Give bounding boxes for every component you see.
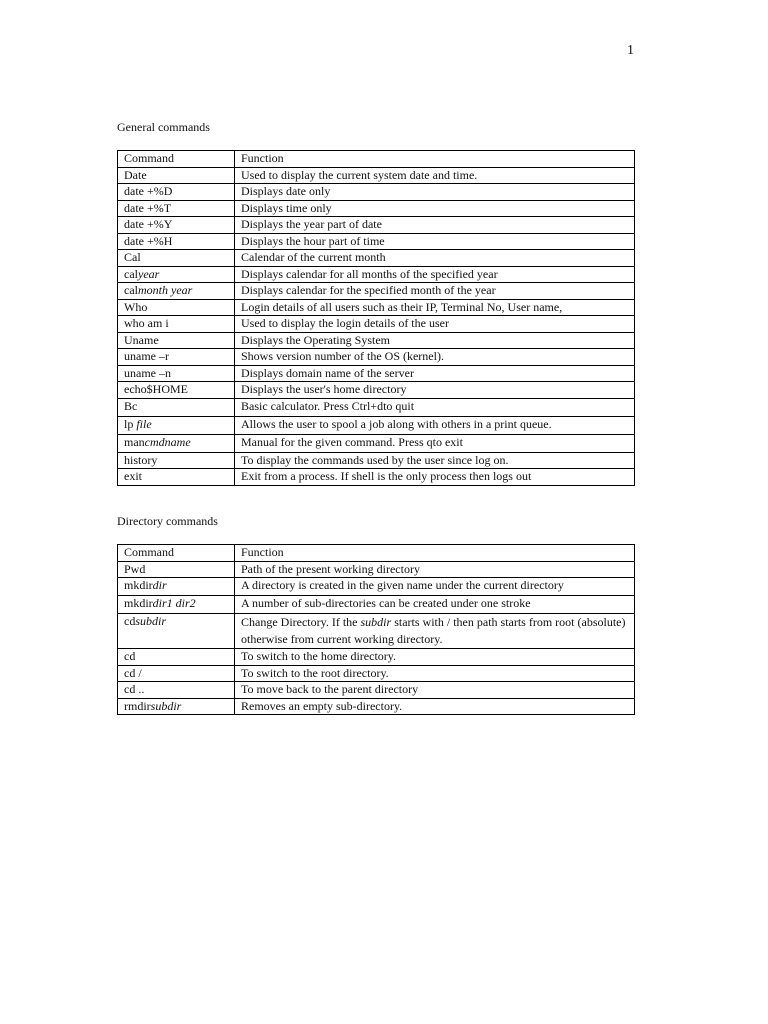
function-cell: Manual for the given command. Press qto exit xyxy=(235,434,635,452)
table-row xyxy=(118,349,635,366)
table-row xyxy=(118,578,635,596)
table-row xyxy=(118,250,635,267)
function-cell: To display the commands used by the user since log on. xyxy=(235,452,635,469)
general-commands-table xyxy=(117,150,635,486)
function-cell: Displays date only xyxy=(235,184,635,201)
command-cell: date +%T xyxy=(118,200,235,217)
command-cell: uname –n xyxy=(118,365,235,382)
page-number: 1 xyxy=(627,43,634,58)
command-cell: date +%D xyxy=(118,184,235,201)
function-cell: Exit from a process. If shell is the only process then logs out xyxy=(235,469,635,486)
function-cell: Allows the user to spool a job along with others in a print queue. xyxy=(235,416,635,434)
column-header-function: Function xyxy=(235,545,635,562)
directory-table-header-row xyxy=(118,545,635,562)
function-cell: Path of the present working directory xyxy=(235,561,635,578)
table-row xyxy=(118,434,635,452)
command-cell: uname –r xyxy=(118,349,235,366)
table-row xyxy=(118,217,635,234)
column-header-command: Command xyxy=(118,545,235,562)
column-header-command: Command xyxy=(118,151,235,168)
function-cell: Displays domain name of the server xyxy=(235,365,635,382)
table-row xyxy=(118,184,635,201)
command-cell: Uname xyxy=(118,332,235,349)
command-cell: history xyxy=(118,452,235,469)
table-row xyxy=(118,469,635,486)
command-cell: calyear xyxy=(118,266,235,283)
table-row xyxy=(118,283,635,300)
table-row xyxy=(118,649,635,666)
table-row xyxy=(118,316,635,333)
function-cell: Login details of all users such as their IP, Terminal No, User name, xyxy=(235,299,635,316)
command-cell: date +%Y xyxy=(118,217,235,234)
function-cell: Used to display the login details of the user xyxy=(235,316,635,333)
table-row xyxy=(118,614,635,649)
command-cell: who am i xyxy=(118,316,235,333)
table-row xyxy=(118,561,635,578)
table-row xyxy=(118,167,635,184)
function-cell: Displays the Operating System xyxy=(235,332,635,349)
function-cell: Shows version number of the OS (kernel). xyxy=(235,349,635,366)
function-cell: Displays the user's home directory xyxy=(235,382,635,399)
general-commands-heading: General commands xyxy=(117,120,210,134)
function-cell: Displays time only xyxy=(235,200,635,217)
command-cell: cd xyxy=(118,649,235,666)
command-cell: date +%H xyxy=(118,233,235,250)
function-cell: A number of sub-directories can be created under one stroke xyxy=(235,596,635,614)
command-cell: cdsubdir xyxy=(118,614,235,649)
command-cell: Bc xyxy=(118,398,235,416)
table-row xyxy=(118,365,635,382)
function-cell: A directory is created in the given name under the current directory xyxy=(235,578,635,596)
command-cell: Cal xyxy=(118,250,235,267)
table-row xyxy=(118,682,635,699)
command-cell: Pwd xyxy=(118,561,235,578)
function-cell: Removes an empty sub-directory. xyxy=(235,698,635,715)
command-cell: lp file xyxy=(118,416,235,434)
directory-commands-heading: Directory commands xyxy=(117,514,218,528)
table-row xyxy=(118,452,635,469)
function-cell: Displays the hour part of time xyxy=(235,233,635,250)
function-cell: Change Directory. If the subdir starts with / then path starts from root (absolute) otherwise from current working directory. xyxy=(235,614,635,649)
command-cell: cd .. xyxy=(118,682,235,699)
table-row xyxy=(118,416,635,434)
command-cell: calmonth year xyxy=(118,283,235,300)
function-cell: Displays calendar for all months of the specified year xyxy=(235,266,635,283)
table-row xyxy=(118,332,635,349)
command-cell: rmdirsubdir xyxy=(118,698,235,715)
general-table-header-row xyxy=(118,151,635,168)
directory-commands-table xyxy=(117,544,635,715)
table-row xyxy=(118,299,635,316)
command-cell: exit xyxy=(118,469,235,486)
function-cell: Basic calculator. Press Ctrl+dto quit xyxy=(235,398,635,416)
command-cell: mkdirdir xyxy=(118,578,235,596)
table-row xyxy=(118,698,635,715)
command-cell: cd / xyxy=(118,665,235,682)
column-header-function: Function xyxy=(235,151,635,168)
table-row xyxy=(118,382,635,399)
table-row xyxy=(118,266,635,283)
table-row xyxy=(118,200,635,217)
command-cell: Date xyxy=(118,167,235,184)
command-cell: Who xyxy=(118,299,235,316)
function-cell: To switch to the home directory. xyxy=(235,649,635,666)
command-cell: mancmdname xyxy=(118,434,235,452)
function-cell: Used to display the current system date and time. xyxy=(235,167,635,184)
command-cell: echo$HOME xyxy=(118,382,235,399)
table-row xyxy=(118,596,635,614)
function-cell: To move back to the parent directory xyxy=(235,682,635,699)
function-cell: Displays calendar for the specified month of the year xyxy=(235,283,635,300)
function-cell: To switch to the root directory. xyxy=(235,665,635,682)
command-cell: mkdirdir1 dir2 xyxy=(118,596,235,614)
table-row xyxy=(118,233,635,250)
table-row xyxy=(118,398,635,416)
function-cell: Displays the year part of date xyxy=(235,217,635,234)
function-cell: Calendar of the current month xyxy=(235,250,635,267)
table-row xyxy=(118,665,635,682)
